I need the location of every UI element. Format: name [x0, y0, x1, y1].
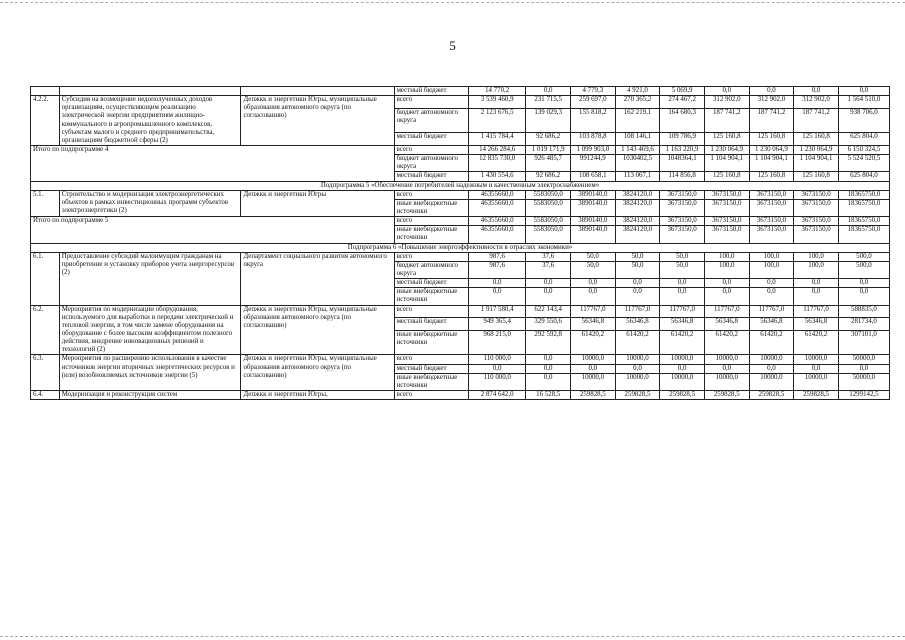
value-cell: 50,0 [571, 252, 616, 261]
value-cell: 162 219,1 [615, 108, 660, 132]
item-number: 6.1. [31, 252, 60, 305]
value-cell: 5583050,0 [526, 217, 571, 226]
value-cell: 3673150,0 [794, 217, 839, 226]
value-cell: 50,0 [571, 261, 616, 278]
value-cell: 18365750,0 [838, 226, 889, 243]
value-cell: 187 741,2 [704, 108, 749, 132]
value-cell: 1 230 064,9 [794, 145, 839, 154]
value-cell: 50000,0 [838, 373, 889, 390]
item-number [31, 87, 60, 96]
value-cell: 1 104 904,1 [794, 155, 839, 172]
value-cell: 0,0 [571, 364, 616, 373]
item-number: 5.1. [31, 190, 60, 216]
funding-source: иные внебюджетные источники [394, 373, 468, 390]
value-cell: 0,0 [526, 87, 571, 96]
value-cell: 0,0 [749, 279, 794, 288]
top-scan-line [0, 2, 905, 3]
value-cell: 3890140,0 [571, 217, 616, 226]
table-row [31, 87, 890, 96]
value-cell: 5 524 520,5 [838, 155, 889, 172]
value-cell: 155 818,2 [571, 108, 616, 132]
value-cell: 0,0 [615, 279, 660, 288]
value-cell: 125 160,8 [749, 133, 794, 146]
value-cell: 100,0 [749, 252, 794, 261]
value-cell: 5583050,0 [526, 199, 571, 216]
item-executor [241, 87, 394, 96]
value-cell: 187 741,2 [749, 108, 794, 132]
funding-source: иные внебюджетные источники [394, 199, 468, 216]
value-cell: 0,0 [704, 288, 749, 305]
value-cell: 3673150,0 [704, 199, 749, 216]
budget-table [30, 86, 890, 400]
value-cell: 625 804,0 [838, 172, 889, 181]
item-name: Модернизация и реконструкция систем [59, 390, 241, 399]
value-cell: 312 902,0 [749, 96, 794, 109]
value-cell: 61420,2 [571, 331, 616, 355]
value-cell: 56346,8 [704, 318, 749, 331]
value-cell: 500,0 [838, 261, 889, 278]
value-cell: 187 741,2 [794, 108, 839, 132]
value-cell: 987,6 [468, 252, 525, 261]
value-cell: 46355660,0 [468, 190, 525, 199]
value-cell: 0,0 [660, 279, 705, 288]
value-cell: 1048364,1 [660, 155, 705, 172]
value-cell: 0,0 [838, 279, 889, 288]
funding-source: иные внебюджетные источники [394, 331, 468, 355]
value-cell: 0,0 [749, 87, 794, 96]
value-cell: 3673150,0 [704, 226, 749, 243]
value-cell: 274 467,2 [660, 96, 705, 109]
value-cell: 50,0 [660, 261, 705, 278]
value-cell: 0,0 [794, 279, 839, 288]
value-cell: 5583050,0 [526, 226, 571, 243]
value-cell: 18365750,0 [838, 199, 889, 216]
value-cell: 100,0 [794, 261, 839, 278]
value-cell: 50,0 [615, 252, 660, 261]
value-cell: 3890140,0 [571, 226, 616, 243]
value-cell: 16 528,5 [526, 390, 571, 399]
value-cell: 4 921,0 [615, 87, 660, 96]
item-number: 6.2. [31, 305, 60, 355]
item-executor: Депжкк и энергетики Югры, муниципальные образования автономного округа (по согласованию) [241, 305, 394, 355]
value-cell: 12 835 730,0 [468, 155, 525, 172]
value-cell: 108 658,1 [571, 172, 616, 181]
value-cell: 938 706,0 [838, 108, 889, 132]
value-cell: 46355660,0 [468, 217, 525, 226]
funding-source: всего [394, 217, 468, 226]
item-executor: Депжкк и энергетики Югры, муниципальные образования автономного округа (по согласованию) [241, 96, 394, 146]
total-row [31, 145, 890, 154]
item-name: Субсидия на возмещение недополученных доходов организациям, осуществляющим реализацию электрической энергии предприятиям жилищно-коммунального и агропромышленного комплексов, субъектам малого и среднего предпринимательства, организациям бюджетной сферы (2) [59, 96, 241, 146]
table-row [31, 355, 890, 364]
item-name [59, 87, 241, 96]
subprogram-total-label: Итого по подпрограмме 4 [31, 145, 395, 181]
value-cell: 0,0 [749, 364, 794, 373]
total-row [31, 217, 890, 226]
value-cell: 10000,0 [615, 355, 660, 364]
value-cell: 37,6 [526, 261, 571, 278]
value-cell: 117767,0 [704, 305, 749, 318]
value-cell: 117767,0 [749, 305, 794, 318]
value-cell: 50000,0 [838, 355, 889, 364]
funding-source: всего [394, 190, 468, 199]
value-cell: 307101,0 [838, 331, 889, 355]
value-cell: 113 067,1 [615, 172, 660, 181]
value-cell: 92 686,2 [526, 133, 571, 146]
value-cell: 0,0 [468, 364, 525, 373]
value-cell: 949 365,4 [468, 318, 525, 331]
value-cell: 3673150,0 [749, 217, 794, 226]
value-cell: 0,0 [526, 288, 571, 305]
value-cell: 0,0 [571, 288, 616, 305]
value-cell: 0,0 [526, 373, 571, 390]
value-cell: 1 104 904,1 [704, 155, 749, 172]
value-cell: 110 000,0 [468, 373, 525, 390]
value-cell: 114 856,8 [660, 172, 705, 181]
value-cell: 3673150,0 [794, 190, 839, 199]
value-cell: 6 150 324,5 [838, 145, 889, 154]
value-cell: 3673150,0 [704, 190, 749, 199]
value-cell: 968 215,0 [468, 331, 525, 355]
value-cell: 259828,5 [704, 390, 749, 399]
value-cell: 10000,0 [660, 373, 705, 390]
subprogram-header: Подпрограмма 6 «Повышение энергоэффективности в отраслях экономики» [31, 243, 890, 252]
funding-source: местный бюджет [394, 87, 468, 96]
value-cell: 3673150,0 [749, 226, 794, 243]
funding-source: всего [394, 390, 468, 399]
page-number: 5 [449, 38, 456, 53]
value-cell: 61420,2 [794, 331, 839, 355]
value-cell: 3673150,0 [660, 226, 705, 243]
value-cell: 987,6 [468, 261, 525, 278]
value-cell: 46355660,0 [468, 226, 525, 243]
item-name: Строительство и модернизация электроэнергетических объектов в рамках инвестиционных программ субъектов электроэнергетики (2) [59, 190, 241, 216]
value-cell: 1 230 064,9 [749, 145, 794, 154]
value-cell: 312 902,0 [794, 96, 839, 109]
value-cell: 0,0 [704, 87, 749, 96]
value-cell: 0,0 [615, 364, 660, 373]
value-cell: 281734,0 [838, 318, 889, 331]
value-cell: 0,0 [794, 288, 839, 305]
value-cell: 259828,5 [794, 390, 839, 399]
value-cell: 92 686,2 [526, 172, 571, 181]
item-number: 6.4. [31, 390, 60, 399]
value-cell: 3673150,0 [749, 199, 794, 216]
value-cell: 1 099 903,0 [571, 145, 616, 154]
value-cell: 56346,8 [660, 318, 705, 331]
subprogram-header-row [31, 181, 890, 190]
value-cell: 103 878,8 [571, 133, 616, 146]
funding-source: местный бюджет [394, 318, 468, 331]
value-cell: 259 697,0 [571, 96, 616, 109]
value-cell: 1 430 554,6 [468, 172, 525, 181]
value-cell: 3673150,0 [660, 190, 705, 199]
funding-source: бюджет автономного округа [394, 261, 468, 278]
value-cell: 125 160,8 [794, 133, 839, 146]
value-cell: 61420,2 [615, 331, 660, 355]
value-cell: 50,0 [615, 261, 660, 278]
value-cell: 37,6 [526, 252, 571, 261]
funding-source: бюджет автономного округа [394, 108, 468, 132]
value-cell: 0,0 [838, 288, 889, 305]
value-cell: 3673150,0 [794, 199, 839, 216]
funding-source: местный бюджет [394, 279, 468, 288]
value-cell: 1 163 220,9 [660, 145, 705, 154]
value-cell: 125 160,8 [704, 172, 749, 181]
value-cell: 56346,8 [615, 318, 660, 331]
value-cell: 3824120,0 [615, 199, 660, 216]
item-number: 4.2.2. [31, 96, 60, 146]
bottom-scan-line [0, 636, 905, 637]
subprogram-header: Подпрограмма 5 «Обеспечение потребителей надежным и качественным электроснабжением» [31, 181, 890, 190]
value-cell: 1299142,5 [838, 390, 889, 399]
value-cell: 3824120,0 [615, 190, 660, 199]
value-cell: 14 266 284,6 [468, 145, 525, 154]
table-row [31, 96, 890, 109]
value-cell: 259828,5 [749, 390, 794, 399]
value-cell: 292 592,8 [526, 331, 571, 355]
value-cell: 500,0 [838, 252, 889, 261]
value-cell: 259828,5 [615, 390, 660, 399]
value-cell: 0,0 [660, 288, 705, 305]
value-cell: 61420,2 [704, 331, 749, 355]
item-number: 6.3. [31, 355, 60, 391]
item-executor: Депжкк и энергетики Югры, [241, 390, 394, 399]
subprogram-header-row [31, 243, 890, 252]
funding-source: всего [394, 252, 468, 261]
value-cell: 270 365,2 [615, 96, 660, 109]
table-row [31, 390, 890, 399]
table-row [31, 252, 890, 261]
value-cell: 3673150,0 [660, 217, 705, 226]
item-name: Предоставление субсидий малоимущим гражданам на приобретение и установку приборов учета энергоресурсов (2) [59, 252, 241, 305]
value-cell: 1 143 469,6 [615, 145, 660, 154]
value-cell: 164 680,3 [660, 108, 705, 132]
item-executor: Депжкк и энергетики Югры, муниципальные образования автономного округа (по согласованию) [241, 355, 394, 391]
value-cell: 100,0 [704, 252, 749, 261]
value-cell: 10000,0 [571, 373, 616, 390]
value-cell: 100,0 [704, 261, 749, 278]
value-cell: 0,0 [660, 364, 705, 373]
value-cell: 0,0 [794, 364, 839, 373]
value-cell: 259828,5 [571, 390, 616, 399]
value-cell: 3673150,0 [749, 190, 794, 199]
value-cell: 4 779,3 [571, 87, 616, 96]
value-cell: 3673150,0 [660, 199, 705, 216]
value-cell: 56346,8 [571, 318, 616, 331]
value-cell: 10000,0 [571, 355, 616, 364]
value-cell: 259828,5 [660, 390, 705, 399]
value-cell: 0,0 [571, 279, 616, 288]
value-cell: 0,0 [468, 279, 525, 288]
value-cell: 18365750,0 [838, 217, 889, 226]
value-cell: 10000,0 [749, 373, 794, 390]
value-cell: 0,0 [704, 279, 749, 288]
value-cell: 231 715,5 [526, 96, 571, 109]
value-cell: 3890140,0 [571, 199, 616, 216]
value-cell: 108 146,1 [615, 133, 660, 146]
value-cell: 622 143,4 [526, 305, 571, 318]
value-cell: 125 160,8 [704, 133, 749, 146]
value-cell: 0,0 [749, 288, 794, 305]
value-cell: 56346,8 [749, 318, 794, 331]
value-cell: 18365750,0 [838, 190, 889, 199]
value-cell: 10000,0 [704, 373, 749, 390]
value-cell: 10000,0 [794, 355, 839, 364]
value-cell: 926 485,7 [526, 155, 571, 172]
value-cell: 0,0 [526, 364, 571, 373]
value-cell: 1 230 064,9 [704, 145, 749, 154]
value-cell: 0,0 [704, 364, 749, 373]
value-cell: 0,0 [615, 288, 660, 305]
value-cell: 1 415 784,4 [468, 133, 525, 146]
value-cell: 0,0 [526, 355, 571, 364]
value-cell: 56346,8 [794, 318, 839, 331]
value-cell: 3824120,0 [615, 217, 660, 226]
value-cell: 5583050,0 [526, 190, 571, 199]
funding-source: всего [394, 355, 468, 364]
value-cell: 10000,0 [660, 355, 705, 364]
value-cell: 50,0 [660, 252, 705, 261]
value-cell: 10000,0 [615, 373, 660, 390]
item-name: Мероприятия по модернизации оборудования, используемого для выработки и передачи электрической и тепловой энергии, в том числе замене оборудования на оборудование с более высоким коэффициентом полезного действия, внедрение инновационных решений и технологий (2) [59, 305, 241, 355]
value-cell: 2 874 642,0 [468, 390, 525, 399]
value-cell: 3824120,0 [615, 226, 660, 243]
value-cell: 117767,0 [794, 305, 839, 318]
value-cell: 1 917 580,4 [468, 305, 525, 318]
value-cell: 3890140,0 [571, 190, 616, 199]
value-cell: 117767,0 [660, 305, 705, 318]
value-cell: 0,0 [838, 364, 889, 373]
funding-source: иные внебюджетные источники [394, 288, 468, 305]
value-cell: 5 069,9 [660, 87, 705, 96]
value-cell: 125 160,8 [794, 172, 839, 181]
value-cell: 109 786,9 [660, 133, 705, 146]
value-cell: 117767,0 [571, 305, 616, 318]
funding-source: всего [394, 305, 468, 318]
value-cell: 14 770,2 [468, 87, 525, 96]
table-row [31, 305, 890, 318]
funding-source: местный бюджет [394, 172, 468, 181]
funding-source: местный бюджет [394, 133, 468, 146]
funding-source: всего [394, 145, 468, 154]
value-cell: 139 029,3 [526, 108, 571, 132]
item-name: Мероприятия по расширению использования в качестве источников энергии вторичных энергетических ресурсов и (или) возобновляемых источников энергии (5) [59, 355, 241, 391]
item-executor: Депжкк и энергетики Югры [241, 190, 394, 216]
funding-source: всего [394, 96, 468, 109]
value-cell: 1030402,5 [615, 155, 660, 172]
item-executor: Департамент социального развития автономного округа [241, 252, 394, 305]
value-cell: 2 123 676,5 [468, 108, 525, 132]
value-cell: 0,0 [838, 87, 889, 96]
value-cell: 588835,0 [838, 305, 889, 318]
value-cell: 10000,0 [749, 355, 794, 364]
funding-source: бюджет автономного округа [394, 155, 468, 172]
funding-source: иные внебюджетные источники [394, 226, 468, 243]
value-cell: 991244,9 [571, 155, 616, 172]
value-cell: 0,0 [468, 288, 525, 305]
value-cell: 3 539 460,9 [468, 96, 525, 109]
table-row [31, 190, 890, 199]
value-cell: 61420,2 [749, 331, 794, 355]
value-cell: 100,0 [794, 252, 839, 261]
value-cell: 0,0 [526, 279, 571, 288]
value-cell: 100,0 [749, 261, 794, 278]
value-cell: 125 160,8 [749, 172, 794, 181]
value-cell: 3673150,0 [794, 226, 839, 243]
subprogram-total-label: Итого по подпрограмме 5 [31, 217, 395, 243]
value-cell: 312 902,0 [704, 96, 749, 109]
value-cell: 10000,0 [704, 355, 749, 364]
value-cell: 117767,0 [615, 305, 660, 318]
value-cell: 0,0 [794, 87, 839, 96]
value-cell: 625 804,0 [838, 133, 889, 146]
value-cell: 110 000,0 [468, 355, 525, 364]
value-cell: 10000,0 [794, 373, 839, 390]
value-cell: 3673150,0 [704, 217, 749, 226]
value-cell: 1 019 171,9 [526, 145, 571, 154]
value-cell: 46355660,0 [468, 199, 525, 216]
value-cell: 1 564 510,0 [838, 96, 889, 109]
funding-source: местный бюджет [394, 364, 468, 373]
value-cell: 61420,2 [660, 331, 705, 355]
value-cell: 329 550,6 [526, 318, 571, 331]
value-cell: 1 104 904,1 [749, 155, 794, 172]
